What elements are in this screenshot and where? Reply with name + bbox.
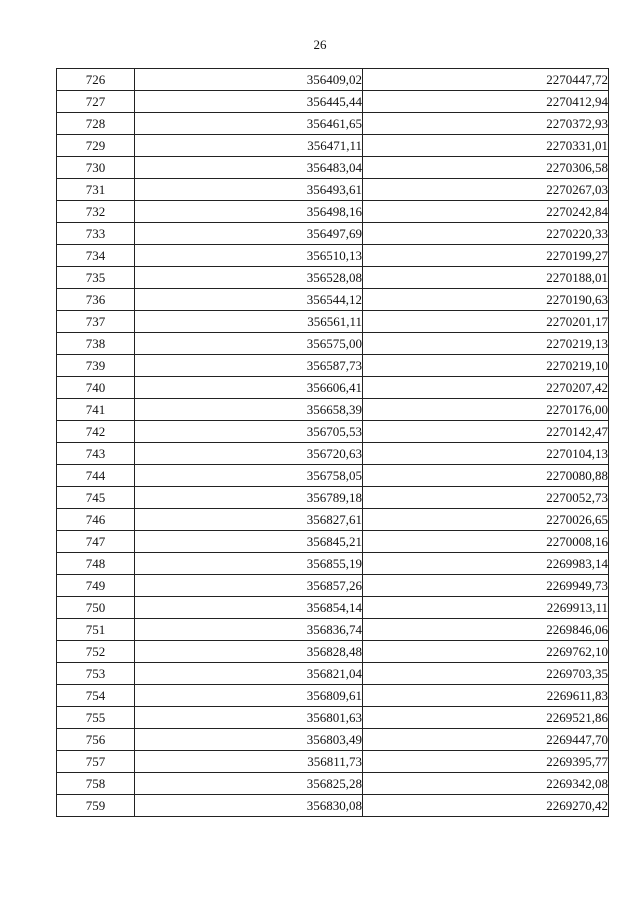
x-coordinate-cell: 356493,61: [135, 179, 363, 201]
point-number-cell: 732: [57, 201, 135, 223]
point-number-cell: 726: [57, 69, 135, 91]
table-row: [57, 201, 609, 223]
table-row: [57, 69, 609, 91]
x-coordinate-cell: 356445,44: [135, 91, 363, 113]
table-row: [57, 575, 609, 597]
x-coordinate-cell: 356720,63: [135, 443, 363, 465]
x-coordinate-cell: 356461,65: [135, 113, 363, 135]
point-number-cell: 730: [57, 157, 135, 179]
x-coordinate-cell: 356705,53: [135, 421, 363, 443]
y-coordinate-cell: 2269611,83: [363, 685, 609, 707]
x-coordinate-cell: 356803,49: [135, 729, 363, 751]
table-row: [57, 443, 609, 465]
table-row: [57, 553, 609, 575]
x-coordinate-cell: 356658,39: [135, 399, 363, 421]
y-coordinate-cell: 2270199,27: [363, 245, 609, 267]
y-coordinate-cell: 2269342,08: [363, 773, 609, 795]
x-coordinate-cell: 356575,00: [135, 333, 363, 355]
y-coordinate-cell: 2270219,13: [363, 333, 609, 355]
x-coordinate-cell: 356587,73: [135, 355, 363, 377]
point-number-cell: 755: [57, 707, 135, 729]
y-coordinate-cell: 2270104,13: [363, 443, 609, 465]
table-row: [57, 531, 609, 553]
y-coordinate-cell: 2270412,94: [363, 91, 609, 113]
table-row: [57, 333, 609, 355]
y-coordinate-cell: 2270176,00: [363, 399, 609, 421]
y-coordinate-cell: 2269521,86: [363, 707, 609, 729]
table-row: [57, 663, 609, 685]
table-row: [57, 223, 609, 245]
table-row: [57, 509, 609, 531]
table-row: [57, 487, 609, 509]
x-coordinate-cell: 356498,16: [135, 201, 363, 223]
x-coordinate-cell: 356544,12: [135, 289, 363, 311]
x-coordinate-cell: 356789,18: [135, 487, 363, 509]
y-coordinate-cell: 2270201,17: [363, 311, 609, 333]
point-number-cell: 735: [57, 267, 135, 289]
table-row: [57, 267, 609, 289]
point-number-cell: 744: [57, 465, 135, 487]
x-coordinate-cell: 356510,13: [135, 245, 363, 267]
table-row: [57, 619, 609, 641]
table-row: [57, 179, 609, 201]
x-coordinate-cell: 356854,14: [135, 597, 363, 619]
point-number-cell: 746: [57, 509, 135, 531]
point-number-cell: 739: [57, 355, 135, 377]
point-number-cell: 750: [57, 597, 135, 619]
point-number-cell: 759: [57, 795, 135, 817]
table-row: [57, 597, 609, 619]
x-coordinate-cell: 356528,08: [135, 267, 363, 289]
point-number-cell: 741: [57, 399, 135, 421]
y-coordinate-cell: 2269983,14: [363, 553, 609, 575]
x-coordinate-cell: 356758,05: [135, 465, 363, 487]
x-coordinate-cell: 356827,61: [135, 509, 363, 531]
table-row: [57, 399, 609, 421]
y-coordinate-cell: 2270267,03: [363, 179, 609, 201]
x-coordinate-cell: 356606,41: [135, 377, 363, 399]
point-number-cell: 742: [57, 421, 135, 443]
x-coordinate-cell: 356811,73: [135, 751, 363, 773]
x-coordinate-cell: 356497,69: [135, 223, 363, 245]
table-row: [57, 773, 609, 795]
y-coordinate-cell: 2270372,93: [363, 113, 609, 135]
point-number-cell: 737: [57, 311, 135, 333]
table-row: [57, 289, 609, 311]
y-coordinate-cell: 2270080,88: [363, 465, 609, 487]
table-row: [57, 421, 609, 443]
y-coordinate-cell: 2269762,10: [363, 641, 609, 663]
x-coordinate-cell: 356801,63: [135, 707, 363, 729]
y-coordinate-cell: 2270447,72: [363, 69, 609, 91]
x-coordinate-cell: 356561,11: [135, 311, 363, 333]
table-row: [57, 311, 609, 333]
point-number-cell: 753: [57, 663, 135, 685]
point-number-cell: 740: [57, 377, 135, 399]
table-row: [57, 707, 609, 729]
table-row: [57, 245, 609, 267]
y-coordinate-cell: 2269846,06: [363, 619, 609, 641]
table-row: [57, 729, 609, 751]
x-coordinate-cell: 356828,48: [135, 641, 363, 663]
table-row: [57, 157, 609, 179]
y-coordinate-cell: 2270188,01: [363, 267, 609, 289]
x-coordinate-cell: 356857,26: [135, 575, 363, 597]
x-coordinate-cell: 356471,11: [135, 135, 363, 157]
point-number-cell: 729: [57, 135, 135, 157]
table-row: [57, 795, 609, 817]
y-coordinate-cell: 2269913,11: [363, 597, 609, 619]
point-number-cell: 748: [57, 553, 135, 575]
y-coordinate-cell: 2270219,10: [363, 355, 609, 377]
table-row: [57, 113, 609, 135]
y-coordinate-cell: 2270190,63: [363, 289, 609, 311]
table-row: [57, 377, 609, 399]
point-number-cell: 731: [57, 179, 135, 201]
point-number-cell: 727: [57, 91, 135, 113]
point-number-cell: 756: [57, 729, 135, 751]
y-coordinate-cell: 2270220,33: [363, 223, 609, 245]
coordinates-table-body: [57, 69, 609, 817]
y-coordinate-cell: 2269703,35: [363, 663, 609, 685]
point-number-cell: 736: [57, 289, 135, 311]
page-number: 26: [313, 37, 327, 52]
x-coordinate-cell: 356809,61: [135, 685, 363, 707]
table-row: [57, 355, 609, 377]
y-coordinate-cell: 2270142,47: [363, 421, 609, 443]
x-coordinate-cell: 356855,19: [135, 553, 363, 575]
x-coordinate-cell: 356825,28: [135, 773, 363, 795]
y-coordinate-cell: 2270331,01: [363, 135, 609, 157]
table-row: [57, 91, 609, 113]
point-number-cell: 757: [57, 751, 135, 773]
point-number-cell: 745: [57, 487, 135, 509]
point-number-cell: 754: [57, 685, 135, 707]
point-number-cell: 749: [57, 575, 135, 597]
point-number-cell: 758: [57, 773, 135, 795]
y-coordinate-cell: 2270207,42: [363, 377, 609, 399]
y-coordinate-cell: 2269447,70: [363, 729, 609, 751]
x-coordinate-cell: 356830,08: [135, 795, 363, 817]
y-coordinate-cell: 2270052,73: [363, 487, 609, 509]
y-coordinate-cell: 2270026,65: [363, 509, 609, 531]
table-row: [57, 465, 609, 487]
point-number-cell: 752: [57, 641, 135, 663]
point-number-cell: 751: [57, 619, 135, 641]
x-coordinate-cell: 356821,04: [135, 663, 363, 685]
y-coordinate-cell: 2269395,77: [363, 751, 609, 773]
x-coordinate-cell: 356409,02: [135, 69, 363, 91]
point-number-cell: 747: [57, 531, 135, 553]
y-coordinate-cell: 2269270,42: [363, 795, 609, 817]
coordinates-table: [56, 68, 609, 817]
x-coordinate-cell: 356483,04: [135, 157, 363, 179]
table-row: [57, 135, 609, 157]
table-row: [57, 751, 609, 773]
point-number-cell: 743: [57, 443, 135, 465]
y-coordinate-cell: 2270306,58: [363, 157, 609, 179]
point-number-cell: 728: [57, 113, 135, 135]
x-coordinate-cell: 356836,74: [135, 619, 363, 641]
y-coordinate-cell: 2269949,73: [363, 575, 609, 597]
y-coordinate-cell: 2270242,84: [363, 201, 609, 223]
table-row: [57, 685, 609, 707]
x-coordinate-cell: 356845,21: [135, 531, 363, 553]
table-row: [57, 641, 609, 663]
point-number-cell: 734: [57, 245, 135, 267]
y-coordinate-cell: 2270008,16: [363, 531, 609, 553]
point-number-cell: 738: [57, 333, 135, 355]
point-number-cell: 733: [57, 223, 135, 245]
